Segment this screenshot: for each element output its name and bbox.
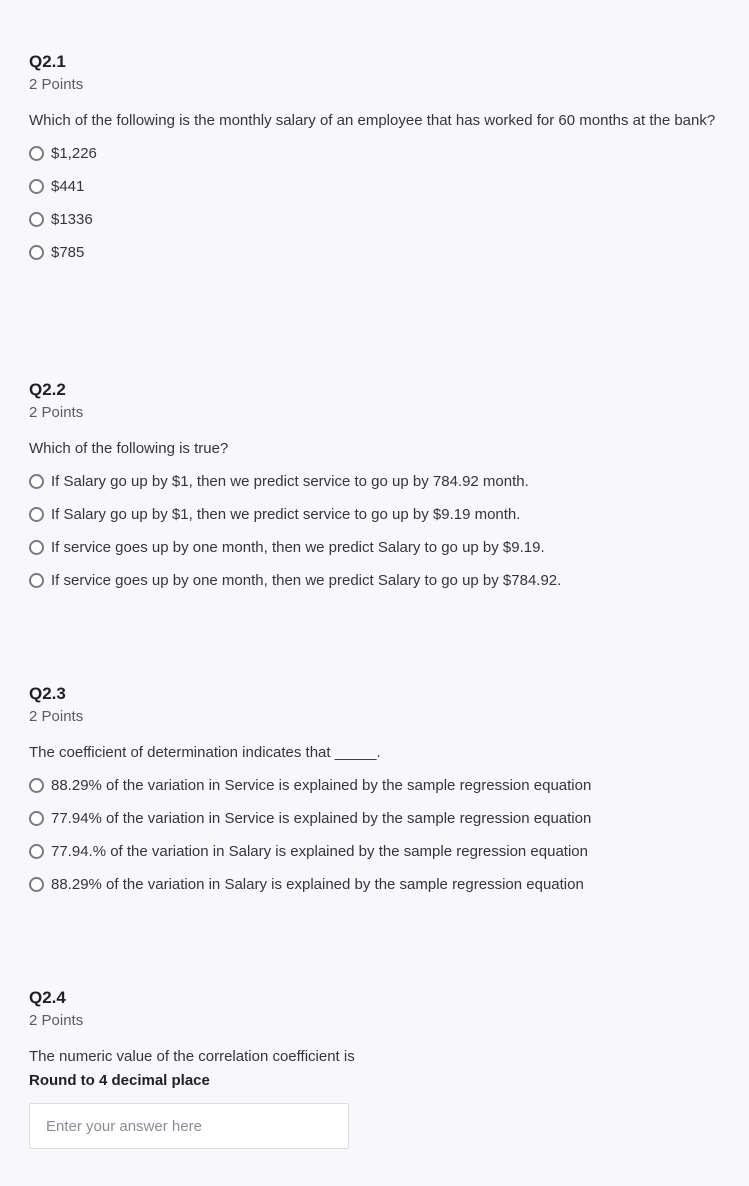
radio-button[interactable] [29,507,44,522]
answer-option[interactable] [29,802,719,835]
option-label: 88.29% of the variation in Service is explained by the sample regression equation [51,777,592,794]
radio-button[interactable] [29,146,44,161]
answer-option[interactable] [29,868,719,901]
option-label: $1336 [51,211,93,228]
answer-option[interactable] [29,170,719,203]
answer-option[interactable] [29,531,719,564]
answer-options [29,769,719,901]
question-prompt: Which of the following is the monthly salary of an employee that has worked for 60 months at the bank? [29,112,716,129]
question-prompt: The coefficient of determination indicates that _____. [29,744,381,761]
option-label: $441 [51,178,85,195]
radio-button[interactable] [29,474,44,489]
answer-options [29,465,719,597]
answer-option[interactable] [29,564,719,597]
answer-input[interactable] [29,1103,349,1149]
question-title: Q2.4 [29,988,66,1007]
answer-option[interactable] [29,769,719,802]
answer-option[interactable] [29,835,719,868]
radio-button[interactable] [29,778,44,793]
question-points: 2 Points [29,708,84,725]
question-q2-2 [29,380,719,597]
radio-button[interactable] [29,877,44,892]
question-title: Q2.2 [29,380,66,399]
answer-options [29,137,719,269]
rounding-instruction: Round to 4 decimal place [29,1072,210,1089]
question-q2-3 [29,684,719,901]
question-points: 2 Points [29,76,84,93]
question-title: Q2.1 [29,52,66,71]
radio-button[interactable] [29,811,44,826]
answer-option[interactable] [29,137,719,170]
option-label: If service goes up by one month, then we predict Salary to go up by $784.92. [51,572,562,589]
question-points: 2 Points [29,404,84,421]
answer-option[interactable] [29,203,719,236]
radio-button[interactable] [29,245,44,260]
question-points: 2 Points [29,1012,84,1029]
option-label: 77.94% of the variation in Service is explained by the sample regression equation [51,810,592,827]
question-q2-1 [29,52,719,269]
answer-option[interactable] [29,236,719,269]
question-q2-4 [29,988,719,1149]
answer-option[interactable] [29,498,719,531]
option-label: 88.29% of the variation in Salary is explained by the sample regression equation [51,876,584,893]
radio-button[interactable] [29,179,44,194]
question-prompt: The numeric value of the correlation coefficient is [29,1048,355,1065]
option-label: $785 [51,244,85,261]
question-prompt: Which of the following is true? [29,440,229,457]
option-label: $1,226 [51,145,97,162]
option-label: If service goes up by one month, then we predict Salary to go up by $9.19. [51,539,545,556]
radio-button[interactable] [29,844,44,859]
radio-button[interactable] [29,212,44,227]
radio-button[interactable] [29,573,44,588]
option-label: If Salary go up by $1, then we predict service to go up by $9.19 month. [51,506,521,523]
radio-button[interactable] [29,540,44,555]
question-title: Q2.3 [29,684,66,703]
option-label: 77.94.% of the variation in Salary is explained by the sample regression equation [51,843,588,860]
option-label: If Salary go up by $1, then we predict service to go up by 784.92 month. [51,473,529,490]
answer-option[interactable] [29,465,719,498]
